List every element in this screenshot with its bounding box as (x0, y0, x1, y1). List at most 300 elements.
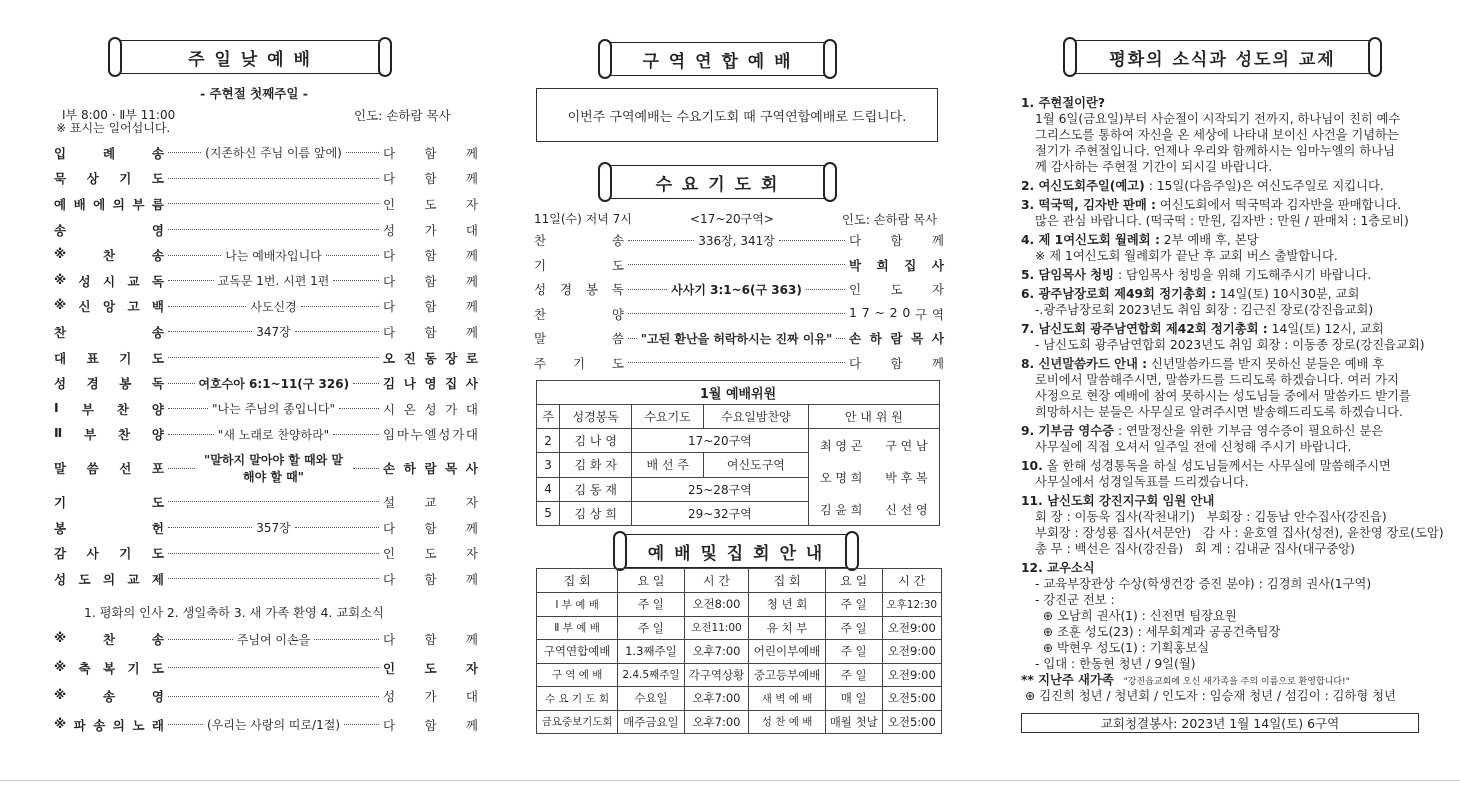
wednesday-order-label: 찬 양 (534, 306, 624, 322)
worship-subtitle: - 주현절 첫째주일 - (200, 86, 308, 101)
worship-order-label: 말 씀 선 포 (54, 461, 164, 477)
meeting-header-cell: 시 간 (684, 569, 749, 593)
wednesday-order-row (534, 326, 944, 350)
news-item-text: 14일(토) 10시30분, 교회 (1215, 287, 1360, 301)
news-item-text: 올 한해 성경통독을 하실 성도님들께서는 사무실에 말씀해주시면 (1042, 459, 1391, 473)
news-item-heading: 8. 신년말씀카드 안내 : (1021, 357, 1148, 371)
meeting-cell: 오전9:00 (882, 616, 941, 640)
worship-order-detail: 사도신경 (250, 299, 297, 314)
worship-order-label: 예 배 에 의 부 름 (54, 196, 164, 212)
meeting-cell: 오전5:00 (882, 687, 941, 711)
duty-header-cell: 주 (537, 405, 560, 429)
news-item-line: 1월 6일(금요일)부터 사순절이 시작되기 전까지, 하나님이 친히 예수 (1035, 112, 1401, 126)
meeting-cell: 주 일 (618, 593, 684, 617)
usher-name: 신 선 영 (885, 502, 928, 517)
worship-order-column (40, 0, 478, 786)
meeting-cell: 매월 첫날 (825, 710, 882, 734)
worship-order-label: ※ 성 시 교 독 (54, 271, 164, 289)
news-item-line: - 입대 : 한동현 청년 / 9일(월) (1035, 657, 1196, 671)
meeting-title: 예 배 및 집 회 안 내 (647, 543, 825, 564)
worship-order-label: 감 사 기 도 (54, 546, 164, 562)
news-item-line: 절기가 주현절입니다. 언제나 우리와 함께하시는 임마누엘의 하나님 (1035, 144, 1395, 158)
news-item-line: 사무실에 직접 오셔서 일주일 전에 신청해 주시기 바랍니다. (1035, 440, 1352, 454)
duty-prayer: 29~32구역 (632, 501, 808, 525)
worship-order-role: 다 함 께 (383, 324, 478, 340)
meeting-header-cell: 집 회 (749, 569, 826, 593)
worship-time: Ⅰ부 8:00 · Ⅱ부 11:00 (62, 108, 176, 122)
news-item (1021, 493, 1444, 557)
worship-order-label: 봉 헌 (54, 520, 164, 536)
wednesday-order-label: 말 씀 (534, 331, 624, 346)
worship-order-row (54, 166, 478, 192)
duty-praise: 여신도구역 (704, 453, 808, 477)
duty-reader: 김 상 희 (560, 501, 632, 525)
worship-order-role: 다 함 께 (383, 520, 478, 536)
leader-dots (168, 468, 195, 469)
worship-order-label: 송 영 (54, 222, 164, 238)
news-item (1021, 560, 1431, 672)
meeting-cell: 각구역상황 (684, 663, 749, 687)
closing-order-label: ※ 송 영 (54, 687, 164, 704)
worship-order-detail: "나는 주님의 종입니다" (212, 402, 335, 417)
duty-week: 2 (537, 429, 560, 453)
cleaning-notice: 교회청결봉사: 2023년 1월 14일(토) 6구역 (1100, 716, 1340, 731)
news-item-heading: 10. (1021, 459, 1043, 473)
worship-order-row (54, 191, 478, 217)
leader-dots (779, 240, 845, 241)
leader-dots (628, 289, 667, 290)
worship-order-label: 찬 송 (54, 324, 164, 340)
news-item-heading: 2. 여신도회주일(예고) (1021, 179, 1145, 193)
meeting-cell: 매주금요일 (618, 710, 684, 734)
closing-order-label: ※ 축 복 기 도 (54, 658, 164, 676)
news-item-line: 로비에서 말씀해주시면, 말씀카드를 드리도록 하겠습니다. 여러 가지 (1035, 373, 1399, 387)
duty-table (536, 380, 940, 526)
worship-order-row (54, 540, 478, 566)
meeting-banner (620, 534, 852, 568)
worship-order-row (54, 447, 478, 489)
worship-order-row (54, 268, 478, 294)
news-item-text: : 담임목사 청빙을 위해 기도해주시기 바랍니다. (1114, 268, 1372, 282)
news-item-text: : 연말정산을 위한 기부금 영수증이 필요하신 분은 (1114, 424, 1384, 438)
closing-order-label: ※ 찬 송 (54, 630, 164, 647)
leader-dots (333, 280, 379, 281)
news-item (1021, 356, 1431, 420)
cleaning-box (1021, 713, 1419, 733)
meeting-cell: 오전9:00 (882, 663, 941, 687)
closing-order-role: 다 함 께 (383, 632, 478, 647)
duty-reader: 김 동 재 (560, 477, 632, 501)
new-family-welcome: "강진읍교회에 오신 새가족을 주의 이름으로 환영합니다!" (1123, 677, 1350, 687)
wednesday-order-row (534, 302, 944, 326)
leader-dots (168, 724, 203, 725)
leader-dots (168, 667, 379, 668)
standing-note: ※ 표시는 일어섭니다. (56, 121, 171, 135)
usher-name: 박 후 복 (885, 470, 928, 485)
meeting-cell: 중고등부예배 (749, 663, 826, 687)
meeting-cell: 성 찬 예 배 (749, 710, 826, 734)
usher-name: 구 연 남 (885, 438, 928, 453)
worship-order-label: 묵 상 기 도 (54, 171, 164, 187)
wednesday-order-role: 인 도 자 (849, 282, 944, 297)
news-item-line: ⊕ 오남희 권사(1) : 신전면 팀장요원 (1035, 609, 1237, 623)
wednesday-order-row (534, 228, 944, 252)
wednesday-order-label: 성 경 봉 독 (534, 282, 624, 297)
meeting-row (537, 640, 942, 664)
meeting-cell: Ⅰ 부 예 배 (537, 593, 618, 617)
worship-order-role: 인 도 자 (383, 196, 478, 212)
leader-dots (168, 408, 208, 409)
usher-name: 오 명 희 (819, 470, 863, 485)
meeting-cell: 구역연합예배 (537, 640, 618, 664)
leader-dots (339, 408, 379, 409)
wednesday-banner (605, 165, 830, 199)
duty-week: 3 (537, 453, 560, 477)
news-item-line: 총 무 : 백선은 집사(강진읍) 회 계 : 김내균 집사(대구중앙) (1035, 542, 1355, 556)
worship-order-detail: 357장 (256, 521, 291, 536)
meeting-header-cell: 요 일 (825, 569, 882, 593)
meeting-cell: 주 일 (825, 616, 882, 640)
wednesday-group: <17~20구역> (690, 212, 774, 226)
leader-dots (333, 434, 379, 435)
wednesday-order-role: 다 함 께 (849, 233, 944, 248)
meeting-cell: 오후7:00 (684, 710, 749, 734)
leader-dots (168, 280, 214, 281)
group-title: 구 역 연 합 예 배 (642, 51, 793, 72)
worship-order-role: 인 도 자 (383, 546, 478, 562)
news-item-line: - 강진군 전보 : (1035, 593, 1115, 607)
worship-order-detail: 나는 예배자입니다 (225, 248, 322, 263)
meeting-cell: 주 일 (618, 616, 684, 640)
leader-dots (346, 152, 379, 153)
closing-order-row (54, 711, 478, 739)
meeting-row (537, 593, 942, 617)
news-item-line: ⊕ 박현우 성도(1) : 기획홍보실 (1035, 641, 1210, 655)
news-item-line: - 남신도회 광주남연합회 2023년도 취임 회장 : 이동종 장로(강진읍교회) (1035, 338, 1425, 352)
worship-order-role: 성 가 대 (383, 222, 478, 238)
worship-order-row (54, 319, 478, 345)
leader-dots (628, 264, 845, 265)
leader-dots (353, 468, 380, 469)
leader-dots (836, 338, 845, 339)
worship-order-label: 성 도 의 교 제 (54, 571, 164, 587)
bottom-rule (0, 780, 1460, 781)
news-item-line: 그리스도를 통하여 자신을 온 세상에 나타내 보이신 사건을 기념하는 (1035, 128, 1399, 142)
wednesday-order-label: 찬 송 (534, 233, 624, 248)
duty-reader: 김 나 영 (560, 429, 632, 453)
worship-order-row (54, 370, 478, 396)
meeting-cell: 구 역 예 배 (537, 663, 618, 687)
worship-order-row (54, 140, 478, 166)
duty-week: 5 (537, 501, 560, 525)
group-worship-column (530, 0, 948, 786)
worship-order-role: 김 나 영 집 사 (383, 376, 478, 392)
worship-order-label: 대 표 기 도 (54, 350, 164, 366)
wednesday-order-detail: "고된 환난을 허락하시는 진짜 이유" (640, 331, 833, 346)
news-item-heading: 7. 남신도회 광주남연합회 제42회 정기총회 : (1021, 322, 1268, 336)
wednesday-order-detail: 336장, 341장 (698, 233, 775, 248)
wednesday-time: 11일(수) 저녁 7시 (534, 212, 632, 226)
news-title: 평화의 소식과 성도의 교제 (1109, 49, 1336, 70)
news-item-line: ⊕ 조훈 성도(23) : 세무회계과 공공건축팀장 (1035, 625, 1281, 639)
meeting-cell: 오후7:00 (684, 640, 749, 664)
leader-dots (168, 578, 379, 579)
worship-order-role: 다 함 께 (383, 273, 478, 289)
worship-order-label: Ⅱ 부 찬 양 (54, 425, 164, 443)
news-item-line: ※ 제 1여신도회 월례회가 끝난 후 교회 버스 출발합니다. (1035, 249, 1338, 263)
duty-header-cell: 성경봉독 (560, 405, 632, 429)
news-item-line: 많은 관심 바랍니다. (떡국떡 : 만원, 김자반 : 만원 / 판매처 : 1층로비) (1035, 214, 1409, 228)
leader-dots (168, 527, 252, 528)
worship-order-detail: (지존하신 주님 이름 앞에) (205, 146, 342, 161)
news-item (1021, 267, 1431, 283)
meeting-cell: 수 요 기 도 회 (537, 687, 618, 711)
leader-dots (628, 362, 845, 363)
worship-order-role: 설 교 자 (383, 494, 478, 510)
meeting-row (537, 710, 942, 734)
duty-week: 4 (537, 477, 560, 501)
news-item (1021, 286, 1431, 318)
worship-banner (115, 40, 385, 74)
news-item-heading: 11. 남신도회 강진지구회 임원 안내 (1021, 494, 1215, 508)
leader-dots (168, 306, 246, 307)
leader-dots (168, 501, 379, 502)
meeting-cell: 2.4.5째주일 (618, 663, 684, 687)
news-item-heading: 4. 제 1여신도회 월례회 : (1021, 233, 1160, 247)
news-item-line: -.광주남장로회 2023년도 취임 회장 : 김근진 장로(강진읍교회) (1035, 303, 1374, 317)
duty-header-cell: 수요일밤찬양 (704, 405, 808, 429)
news-item-line: 사정으로 현장 예배에 참여 못하시는 성도님들 중에서 말씀카드 받기를 (1035, 389, 1411, 403)
news-item-heading: 1. 주현절이란? (1021, 96, 1106, 110)
meeting-row (537, 687, 942, 711)
worship-order-row (54, 242, 478, 268)
leader-dots (168, 255, 221, 256)
worship-order-row (54, 566, 478, 592)
duty-header-cell: 안 내 위 원 (808, 405, 939, 429)
usher-name: 김 윤 희 (819, 502, 863, 517)
duty-prayer: 25~28구역 (632, 477, 808, 501)
meeting-cell: 주 일 (825, 640, 882, 664)
meeting-cell: 어린이부예배 (749, 640, 826, 664)
meeting-cell: 오전11:00 (684, 616, 749, 640)
worship-order-label: 성 경 봉 독 (54, 376, 164, 392)
meeting-cell: 새 벽 예 배 (749, 687, 826, 711)
closing-order-role: 다 함 께 (383, 717, 478, 733)
news-item-text: 2부 예배 후, 본당 (1159, 233, 1259, 247)
worship-order-role: 임 마 누 엘 성 가 대 (383, 427, 478, 443)
worship-order-row (54, 217, 478, 243)
news-item-heading: 6. 광주남장로회 제49회 정기총회 : (1021, 287, 1216, 301)
meeting-cell: 1.3째주일 (618, 640, 684, 664)
worship-order-row (54, 515, 478, 541)
wednesday-order-role: 손 하 람 목 사 (849, 331, 944, 346)
duty-prayer: 17~20구역 (632, 429, 808, 453)
news-item-line: 사무실에서 성경일독표를 드리겠습니다. (1035, 475, 1249, 489)
meeting-table (536, 568, 942, 734)
closing-order-row (54, 654, 478, 682)
meeting-header-cell: 시 간 (882, 569, 941, 593)
worship-title: 주 일 낮 예 배 (188, 49, 312, 70)
worship-order-role: 다 함 께 (383, 299, 478, 315)
wednesday-order-role: 다 함 께 (849, 355, 944, 371)
leader-dots (168, 229, 379, 230)
worship-order-role: 시 온 성 가 대 (383, 401, 478, 417)
wednesday-leader: 인도: 손하람 목사 (842, 213, 938, 227)
news-item-heading: 3. 떡국떡, 김자반 판매 : (1021, 198, 1156, 212)
news-item-line: - 교육부장관상 수상(학생건강 증진 분야) : 김경희 권사(1구역) (1035, 577, 1372, 591)
leader-dots (628, 313, 845, 314)
news-item (1021, 197, 1431, 229)
group-banner (605, 42, 830, 76)
meeting-cell: 오전9:00 (882, 640, 941, 664)
duty-title: 1월 예배위원 (537, 381, 940, 405)
wednesday-order-row (534, 277, 944, 301)
meeting-cell: 금요중보기도회 (537, 710, 618, 734)
worship-order-detail: 여호수아 6:1~11(구 326) (198, 376, 350, 391)
news-banner (1070, 40, 1375, 74)
wednesday-order-detail: 사사기 3:1~6(구 363) (671, 282, 802, 297)
meeting-row (537, 663, 942, 687)
news-item-heading: 12. 교우소식 (1021, 561, 1095, 575)
leader-dots (295, 331, 379, 332)
leader-dots (353, 383, 380, 384)
worship-leader: 인도: 손하람 목사 (354, 108, 451, 123)
wednesday-order-row (534, 351, 944, 375)
usher-name: 최 영 곤 (819, 438, 863, 453)
closing-order-role: 인 도 자 (383, 660, 478, 676)
wednesday-order-role: 박 희 집 사 (849, 257, 944, 273)
leader-dots (628, 240, 694, 241)
news-item-line: 회 장 : 이동욱 집사(작천내기) 부회장 : 김동남 안수집사(강진읍) (1035, 510, 1387, 524)
worship-order-role: 다 함 께 (383, 145, 478, 161)
wednesday-order-role: 1 7 ~ 2 0 구 역 (849, 304, 944, 322)
worship-order-row (54, 396, 478, 422)
meeting-cell: 오전8:00 (684, 593, 749, 617)
closing-order-label: ※ 파 송 의 노 래 (54, 715, 164, 733)
news-list (1021, 95, 1444, 675)
duty-header-cell: 수요기도 (632, 405, 704, 429)
news-item-line: 부회장 : 장성룡 집사(서문안) 감 사 : 윤호열 집사(성전), 윤찬영 장로(도암) (1035, 526, 1444, 540)
duty-reader: 김 화 자 (560, 453, 632, 477)
meeting-cell: 유 치 부 (749, 616, 826, 640)
wednesday-order-label: 기 도 (534, 257, 624, 273)
news-item (1021, 178, 1431, 194)
leader-dots (168, 639, 233, 640)
new-family-line: ⊕ 김진희 청년 / 청년회 / 인도자 : 임승재 청년 / 섬김이 : 김하형 청년 (1025, 689, 1396, 703)
worship-order-label: 입 례 송 (54, 145, 164, 161)
worship-order-role: 손 하 람 목 사 (383, 461, 478, 477)
duty-row (537, 429, 940, 453)
news-item (1021, 321, 1431, 353)
meeting-header-cell: 요 일 (618, 569, 684, 593)
wednesday-title: 수 요 기 도 회 (655, 174, 780, 195)
wednesday-order-label: 주 기 도 (534, 355, 624, 371)
closing-order-row (54, 682, 478, 710)
worship-order-row (54, 294, 478, 320)
worship-order-detail: "새 노래로 찬양하라" (217, 427, 330, 442)
worship-order-detail: 교독문 1번. 시편 1편 (217, 274, 330, 289)
leader-dots (628, 338, 637, 339)
worship-order-role: 다 함 께 (383, 571, 478, 587)
worship-order-label: 기 도 (54, 494, 164, 510)
meeting-cell: 수요일 (618, 687, 684, 711)
news-item-text: : 15일(다음주일)은 여신도주일로 지킵니다. (1144, 179, 1384, 193)
worship-order-row (54, 489, 478, 515)
ushers-cell (808, 429, 939, 526)
leader-dots (168, 203, 379, 204)
news-item (1021, 423, 1431, 455)
new-family-title: ** 지난주 새가족 (1021, 673, 1114, 687)
leader-dots (301, 306, 379, 307)
news-item-text: 여신도회에서 떡국떡과 김자반을 판매합니다. (1155, 198, 1402, 212)
news-item-heading: 9. 기부금 영수증 (1021, 424, 1115, 438)
leader-dots (168, 152, 201, 153)
news-item-line: 희망하시는 분들은 사무실로 알려주시면 발송해드리도록 하겠습니다. (1035, 405, 1403, 419)
worship-order-detail: 347장 (256, 325, 291, 340)
leader-dots (168, 383, 195, 384)
worship-order-detail: "말하지 말아야 할 때와 말해야 할 때" (204, 453, 343, 485)
worship-order-row (54, 422, 478, 448)
meeting-cell: Ⅱ 부 예 배 (537, 616, 618, 640)
duty-table-wrap (536, 380, 940, 526)
news-item-text: 신년말씀카드를 받지 못하신 분들은 예배 후 (1147, 357, 1385, 371)
closing-order-row (54, 625, 478, 653)
worship-order-role: 오 진 동 장 로 (383, 350, 478, 366)
leader-dots (295, 527, 379, 528)
group-notice: 이번주 구역예배는 수요기도회 때 구역연합예배로 드립니다. (536, 88, 938, 142)
closing-order-detail: 주님여 이손을 (236, 632, 311, 647)
news-item (1021, 232, 1431, 264)
meeting-cell: 청 년 회 (749, 593, 826, 617)
leader-dots (326, 255, 379, 256)
leader-dots (168, 357, 379, 358)
news-item (1021, 95, 1431, 175)
news-column (1015, 0, 1444, 786)
meeting-cell: 주 일 (825, 593, 882, 617)
leader-dots (168, 434, 214, 435)
meeting-cell: 오후7:00 (684, 687, 749, 711)
leader-dots (314, 639, 379, 640)
worship-order-row (54, 345, 478, 371)
meeting-cell: 오후12:30 (882, 593, 941, 617)
leader-dots (168, 178, 379, 179)
closing-order-role: 성 가 대 (383, 689, 478, 704)
meeting-header-cell: 집 회 (537, 569, 618, 593)
meeting-cell: 매 일 (825, 687, 882, 711)
worship-order-role: 다 함 께 (383, 248, 478, 264)
meeting-cell: 오전5:00 (882, 710, 941, 734)
meeting-cell: 주 일 (825, 663, 882, 687)
leader-dots (168, 553, 379, 554)
leader-dots (168, 331, 252, 332)
worship-order-label: ※ 찬 송 (54, 246, 164, 264)
news-item-line: 께 감사하는 주현절 기간이 되시길 바랍니다. (1035, 160, 1273, 174)
duty-prayer: 배 선 주 (632, 453, 704, 477)
leader-dots (806, 289, 845, 290)
leader-dots (168, 696, 379, 697)
meeting-table-wrap (536, 568, 942, 734)
leader-dots (344, 724, 379, 725)
worship-order-label: ※ 신 앙 고 백 (54, 297, 164, 315)
meeting-row (537, 616, 942, 640)
news-item (1021, 458, 1431, 490)
news-item-text: 14일(토) 12시, 교회 (1267, 322, 1384, 336)
fellowship-line: 1. 평화의 인사 2. 생일축하 3. 새 가족 환영 4. 교회소식 (84, 606, 384, 620)
worship-order-role: 다 함 께 (383, 171, 478, 187)
worship-order-label: Ⅰ 부 찬 양 (54, 399, 164, 417)
closing-order-detail: (우리는 사랑의 띠로/1절) (207, 718, 340, 732)
news-item-heading: 5. 담임목사 청빙 (1021, 268, 1115, 282)
